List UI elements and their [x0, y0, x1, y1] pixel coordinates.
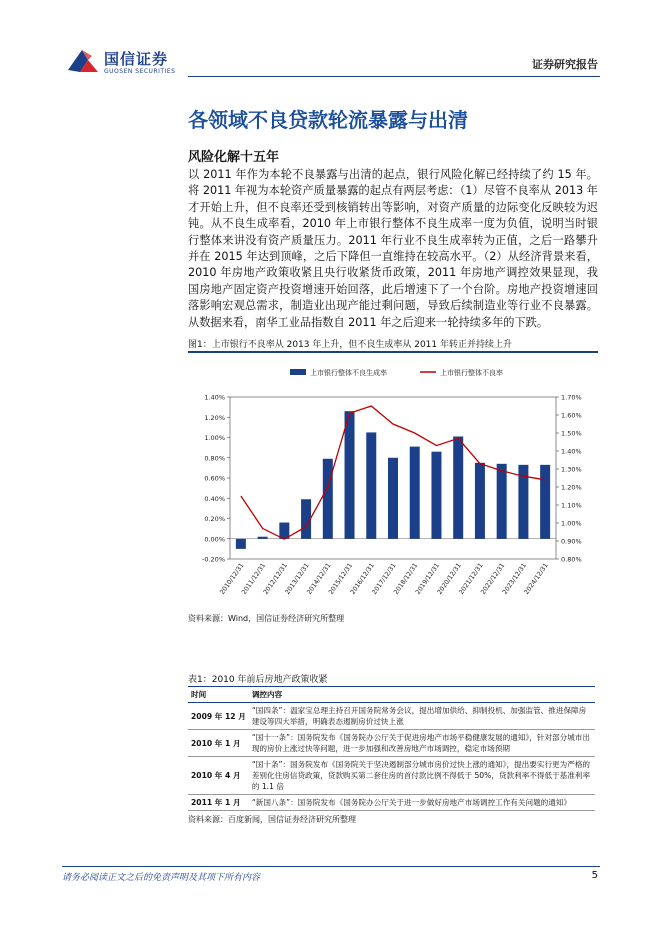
bar-series — [236, 411, 550, 549]
table-cell-time: 2011 年 1 月 — [188, 795, 249, 811]
x-tick-label: 2016/12/31 — [349, 562, 376, 596]
table-header-time: 时间 — [188, 687, 249, 703]
x-tick-label: 2015/12/31 — [327, 562, 355, 596]
bar-npl-formation-rate — [279, 523, 289, 539]
bar-npl-formation-rate — [475, 463, 485, 539]
logo — [66, 46, 206, 80]
footer-disclaimer: 请务必阅读正文之后的免责声明及其项下所有内容 — [62, 873, 261, 883]
bar-npl-formation-rate — [431, 452, 441, 539]
table-cell-time: 2010 年 1 月 — [188, 730, 249, 757]
bar-npl-formation-rate — [258, 537, 268, 539]
right-axis-tick-label: 1.40% — [561, 447, 582, 456]
left-axis-tick-label: 0.40% — [204, 494, 225, 503]
left-axis-tick-label: 0.60% — [204, 474, 225, 483]
right-axis-tick-label: 1.60% — [561, 411, 582, 420]
table-row — [188, 730, 595, 757]
figure-caption-divider — [188, 351, 598, 353]
legend-bar-swatch — [290, 369, 306, 375]
left-axis-tick-label: 0.20% — [204, 515, 225, 523]
x-tick-label: 2020/12/31 — [436, 562, 463, 596]
legend-bar-label: 上市银行整体不良生成率 — [310, 369, 387, 377]
x-tick-label: 2011/12/31 — [240, 562, 268, 596]
guosen-logo-icon — [66, 46, 100, 76]
x-tick-label: 2012/12/31 — [262, 562, 289, 596]
table-cell-content: “新国八条”：国务院发布《国务院办公厅关于进一步做好房地产市场调控工作有关问题的通知》 — [249, 795, 595, 811]
legend — [290, 368, 503, 377]
table-cell-time: 2009 年 12 月 — [188, 703, 249, 730]
table-row — [188, 703, 595, 730]
bar-npl-formation-rate — [453, 436, 463, 538]
body-paragraph: 以 2011 年作为本轮不良暴露与出清的起点，银行风险化解已经持续了约 15 年。将 2011 年视为本轮资产质量暴露的起点有两层考虑：（1）尽管不良率从 2013 年才开始上升，但不良率还受到核销转出等影响，对资产质量的边际变化反映较为迟钝。从不良生成率看，2010 年上市银行整体不良生成率一度为负值，说明当时银行整体来讲没有资产质量压力。2011 年行业不良生成率转为正值，之后一路攀升并在 2015 年达到顶峰，之后下降但一直维持在较高水平。（2）从经济背景来看，2010 年房地产政策收紧且央行收紧货币政策，2011 年房地产调控效果显现，我国房地产固定资产投资增速开始回落，此后增速下了一个台阶。房地产投资增速回落影响宏观总需求，制造业出现产能过剩问题，导致后续制造业等行业不良暴露。从数据来看，南华工业品指数自 2011 年之后迎来一轮持续多年的下跌。 — [188, 168, 598, 329]
table-header-row — [188, 687, 595, 703]
bar-npl-formation-rate — [497, 464, 507, 539]
left-axis-tick-label: 1.00% — [204, 434, 225, 442]
right-axis-tick-label: 1.50% — [561, 429, 582, 438]
left-axis-tick-label: 1.40% — [204, 393, 225, 402]
x-tick-label: 2024/12/31 — [523, 562, 550, 596]
legend-line-label: 上市银行整体不良率 — [440, 369, 503, 377]
right-axis-tick-label: 1.30% — [561, 465, 582, 474]
bar-npl-formation-rate — [366, 432, 376, 538]
x-tick-labels — [219, 562, 550, 596]
table-row — [188, 795, 595, 811]
figure-source: 资料来源：Wind，国信证券经济研究所整理 — [188, 614, 345, 623]
left-axis-tick-label: 1.20% — [204, 413, 225, 422]
x-tick-label: 2022/12/31 — [479, 562, 507, 596]
right-axis-tick-label: 1.10% — [561, 501, 582, 510]
table-row — [188, 757, 595, 795]
left-axis-tick-label: -0.20% — [202, 555, 225, 564]
bar-npl-formation-rate — [388, 458, 398, 539]
right-axis-tick-label: 1.00% — [561, 519, 582, 528]
x-tick-label: 2017/12/31 — [371, 562, 398, 596]
right-axis-tick-label: 1.70% — [561, 393, 582, 402]
right-axis-tick-label: 0.90% — [561, 537, 582, 546]
table-cell-content: “国四条”：温家宝总理主持召开国务院常务会议，提出增加供给、抑制投机、加强监管、推进保障房建设等四大举措，明确表态遏制房价过快上涨 — [249, 703, 595, 730]
x-tick-label: 2023/12/31 — [501, 562, 529, 596]
brand-name-cn: 国信证券 — [104, 50, 169, 68]
x-tick-label: 2014/12/31 — [305, 562, 333, 596]
table-cell-content: “国十一条”：国务院发布《国务院办公厅关于促进房地产市场平稳健康发展的通知》，针对部分城市出现的房价上涨过快等问题，进一步加强和改善房地产市场调控，稳定市场预期 — [249, 730, 595, 757]
footer-divider — [62, 866, 600, 867]
x-tick-label: 2021/12/31 — [458, 562, 485, 596]
brand-name-en: GUOSEN SECURITIES — [104, 68, 176, 75]
x-tick-label: 2013/12/31 — [284, 562, 311, 596]
bar-npl-formation-rate — [236, 539, 246, 549]
bar-npl-formation-rate — [345, 411, 355, 539]
bar-npl-formation-rate — [410, 447, 420, 539]
right-axis-tick-label: 0.80% — [561, 555, 582, 564]
header-divider — [188, 76, 600, 77]
page-number: 5 — [591, 870, 598, 881]
table-cell-time: 2010 年 4 月 — [188, 757, 249, 795]
table-caption: 表1：2010 年前后房地产政策收紧 — [188, 675, 328, 685]
policy-table-wrap — [188, 686, 595, 825]
figure-caption: 图1：上市银行不良率从 2013 年上升，但不良生成率从 2011 年转正并持续上升 — [188, 340, 512, 350]
table-header-content: 调控内容 — [249, 687, 595, 703]
x-tick-label: 2010/12/31 — [218, 562, 246, 596]
section-subtitle: 风险化解十五年 — [188, 150, 280, 165]
left-axis-tick-label: 0.00% — [204, 535, 225, 544]
bar-npl-formation-rate — [323, 459, 333, 539]
report-type: 证券研究报告 — [532, 58, 598, 71]
table-source: 资料来源：百度新闻，国信证券经济研究所整理 — [188, 815, 356, 824]
x-tick-label: 2018/12/31 — [392, 562, 420, 596]
npl-chart — [188, 355, 598, 610]
table-cell-content: “国十条”：国务院发布《国务院关于坚决遏制部分城市房价过快上涨的通知》，提出要实行更为严格的差别化住房信贷政策，贷款购买第二套住房的首付款比例不得低于 50%，贷款利率不得低于基准利率的 1.1 倍 — [249, 757, 595, 795]
x-tick-label: 2019/12/31 — [414, 562, 442, 596]
bar-npl-formation-rate — [540, 465, 550, 539]
left-axis-tick-label: 0.80% — [204, 454, 225, 463]
policy-table — [188, 686, 595, 811]
right-axis-tick-label: 1.20% — [561, 483, 582, 492]
section-title: 各领域不良贷款轮流暴露与出清 — [188, 108, 468, 132]
